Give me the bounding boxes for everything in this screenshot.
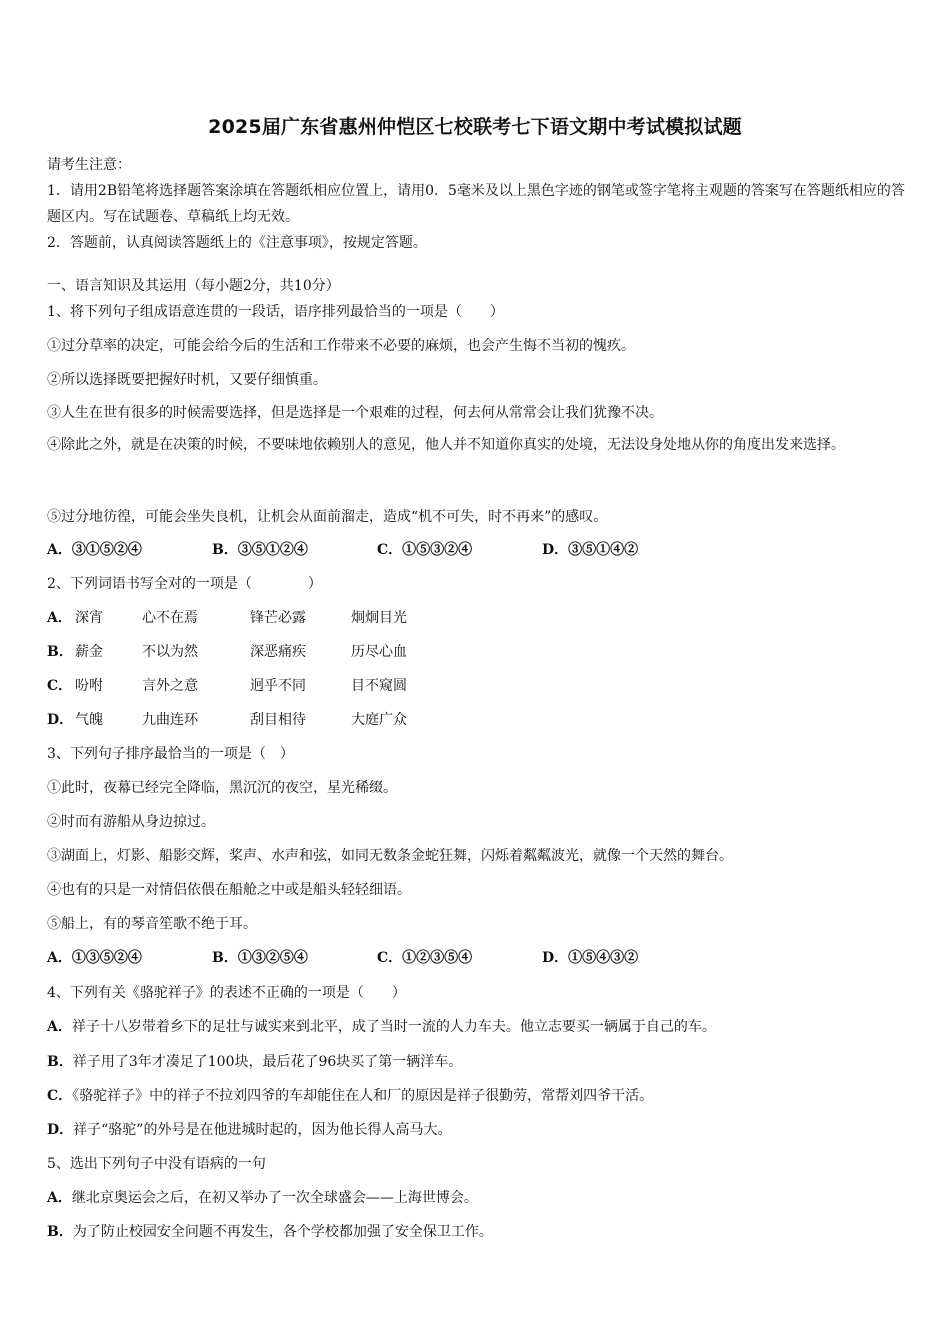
option-label: D．	[47, 1122, 74, 1138]
option-label: B．	[47, 644, 73, 660]
word: 大庭广众	[351, 712, 407, 728]
q1-options	[47, 539, 638, 559]
word: 炯炯目光	[351, 610, 407, 626]
notice-block	[47, 152, 907, 256]
notice-item-2: 2．答题前，认真阅读答题纸上的《注意事项》，按规定答题。	[47, 235, 427, 251]
notice-item-1: 1．请用2B铅笔将选择题答案涂填在答题纸相应位置上，请用0．5毫米及以上黑色字迹的钢笔或签字笔将主观题的答案写在答题纸相应的答题区内。写在试题卷、草稿纸上均无效。	[47, 183, 905, 225]
word: 气魄	[75, 712, 103, 728]
q4-option-d[interactable]	[47, 1119, 451, 1139]
q1-sentence-2: ②所以选择既要把握好时机，又要仔细慎重。	[47, 372, 327, 388]
q3-sentence-3: ③湖面上，灯影、船影交辉，桨声、水声和弦，如同无数条金蛇狂舞，闪烁着粼粼波光，就像一个天然的舞台。	[47, 848, 733, 864]
q3-option-a[interactable]: A．①③⑤②④	[47, 950, 142, 966]
option-text: 祥子用了3年才凑足了100块，最后花了96块买了第一辆洋车。	[72, 1054, 463, 1070]
q3-sentence-1: ①此时，夜幕已经完全降临，黑沉沉的夜空，星光稀缀。	[47, 780, 397, 796]
notice-head: 请考生注意：	[47, 157, 131, 173]
option-label: B．	[47, 1224, 73, 1240]
q3-option-d[interactable]: D．①⑤④③②	[542, 950, 639, 966]
q3-option-c[interactable]: C．①②③⑤④	[377, 950, 473, 966]
word: 不以为然	[142, 644, 198, 660]
q1-stem: 1、将下列句子组成语意连贯的一段话，语序排列最恰当的一项是（ ）	[47, 304, 504, 320]
q1-sentence-5: ⑤过分地彷徨，可能会坐失良机，让机会从面前溜走，造成“机不可失，时不再来”的感叹。	[47, 509, 608, 525]
option-label: B．	[47, 1054, 73, 1070]
q1-option-b[interactable]: B．③⑤①②④	[212, 542, 308, 558]
page-title: 2025届广东省惠州仲恺区七校联考七下语文期中考试模拟试题	[208, 116, 742, 138]
q5-stem: 5、选出下列句子中没有语病的一句	[47, 1156, 266, 1172]
word: 刮目相待	[250, 712, 306, 728]
option-label: C．	[47, 678, 73, 694]
option-text: 为了防止校园安全问题不再发生，各个学校都加强了安全保卫工作。	[72, 1224, 493, 1240]
q4-option-c[interactable]	[47, 1085, 653, 1105]
word: 锋芒必露	[250, 610, 306, 626]
q3-options	[47, 947, 638, 967]
q4-stem: 4、下列有关《骆驼祥子》的表述不正确的一项是（ ）	[47, 985, 406, 1001]
q3-sentence-5: ⑤船上，有的琴音笙歌不绝于耳。	[47, 916, 257, 932]
q1-sentence-3: ③人生在世有很多的时候需要选择，但是选择是一个艰难的过程，何去何从常常会让我们犹豫不决。	[47, 405, 663, 421]
option-label: A．	[47, 1019, 72, 1035]
q2-option-a[interactable]	[47, 607, 407, 627]
option-text: 继北京奥运会之后，在初又举办了一次全球盛会——上海世博会。	[71, 1190, 478, 1206]
word: 心不在焉	[142, 610, 198, 626]
option-label: A．	[47, 610, 72, 626]
word: 迥乎不同	[250, 678, 306, 694]
q1-option-a[interactable]: A．③①⑤②④	[47, 542, 142, 558]
q1-option-d[interactable]: D．③⑤①④②	[542, 542, 639, 558]
word: 吩咐	[75, 678, 103, 694]
q3-option-b[interactable]: B．①③②⑤④	[212, 950, 308, 966]
q1-option-c[interactable]: C．①⑤③②④	[377, 542, 473, 558]
word: 目不窥圆	[351, 678, 407, 694]
q1-sentence-1: ①过分草率的决定，可能会给今后的生活和工作带来不必要的麻烦，也会产生悔不当初的愧疚。	[47, 338, 635, 354]
word: 言外之意	[142, 678, 198, 694]
word: 深宵	[75, 610, 103, 626]
q1-sentence-4: ④除此之外，就是在决策的时候，不要味地依赖别人的意见，他人并不知道你真实的处境，无法设身处地从你的角度出发来选择。	[47, 437, 845, 453]
q5-option-b[interactable]	[47, 1221, 493, 1241]
q2-option-c[interactable]	[47, 675, 407, 695]
q4-option-a[interactable]	[47, 1016, 716, 1036]
q2-stem: 2、下列词语书写全对的一项是（ ）	[47, 576, 322, 592]
q4-option-b[interactable]	[47, 1051, 462, 1071]
word: 深恶痛疾	[250, 644, 306, 660]
option-text: 《骆驼祥子》中的祥子不拉刘四爷的车却能住在人和厂的原因是祥子很勤劳，常帮刘四爷干活。	[72, 1088, 654, 1104]
q2-option-d[interactable]	[47, 709, 407, 729]
option-label: D．	[47, 712, 74, 728]
option-text: 祥子“骆驼”的外号是在他进城时起的，因为他长得人高马大。	[73, 1122, 452, 1138]
option-text: 祥子十八岁带着乡下的足壮与诚实来到北平，成了当时一流的人力车夫。他立志要买一辆属于自己的车。	[71, 1019, 716, 1035]
word: 九曲连环	[142, 712, 198, 728]
q5-option-a[interactable]	[47, 1187, 478, 1207]
q3-sentence-2: ②时而有游船从身边掠过。	[47, 814, 215, 830]
option-label: C．	[47, 1088, 73, 1104]
word: 薪金	[75, 644, 103, 660]
word: 历尽心血	[351, 644, 407, 660]
q3-stem: 3、下列句子排序最恰当的一项是（ ）	[47, 746, 294, 762]
q3-sentence-4: ④也有的只是一对情侣依偎在船舱之中或是船头轻轻细语。	[47, 882, 411, 898]
section-heading: 一、语言知识及其运用（每小题2分，共10分）	[47, 278, 340, 294]
option-label: A．	[47, 1190, 72, 1206]
q2-option-b[interactable]	[47, 641, 407, 661]
